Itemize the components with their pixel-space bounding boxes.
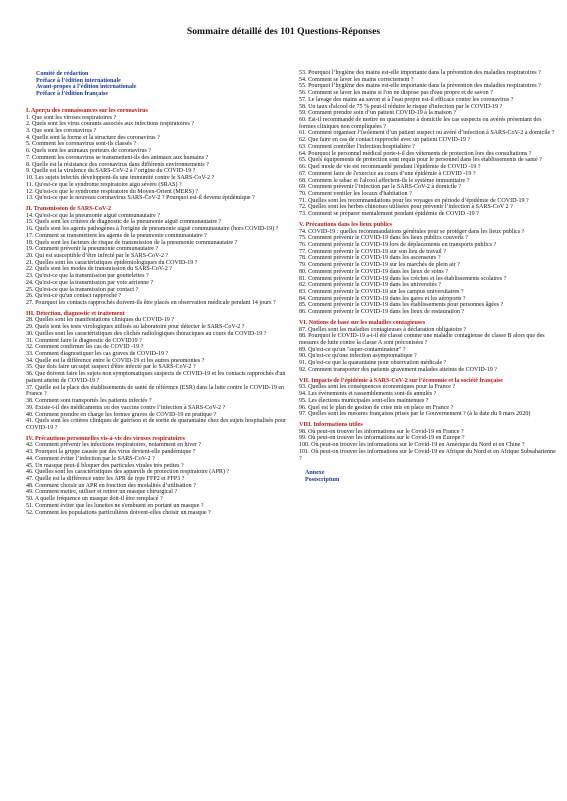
- question-item[interactable]: 35. Que dois faire un sujet suspect d'être infecté par le SARS-CoV-2 ?: [26, 364, 196, 371]
- question-item[interactable]: 96. Quel est le plan de gestion de crise mis en place en France ?: [299, 404, 454, 411]
- question-item[interactable]: 82. Comment prévenir le COVID-19 dans les universités ?: [299, 282, 441, 289]
- question-item[interactable]: 30. Quelles sont les caractéristiques des clichés radiologiques thoraciques au cours du COVID-19 ?: [26, 330, 267, 337]
- question-item[interactable]: 9. Quelle est la virulence du SARS-CoV-2 à l’origine du COVID-19 ?: [26, 168, 196, 175]
- section: [26, 108, 288, 202]
- section: [26, 436, 288, 517]
- question-item[interactable]: 62. Que faire en cas de contact rapproché avec un patient COVID-19 ?: [299, 137, 471, 144]
- question-item[interactable]: 53. Pourquoi l’hygiène des mains est-elle importante dans la prévention des maladies respiratoires ?: [299, 70, 541, 76]
- question-item[interactable]: 77. Comment prévenir le COVID-19 sur son lieu de travail ?: [299, 248, 446, 255]
- question-item[interactable]: 81. Comment prévenir le COVID-19 dans les crèches et les établissements scolaires ?: [299, 275, 507, 282]
- question-item[interactable]: 74. COVID-19 : quelles recommandations générales pour se protéger dans les lieux publics ?: [299, 228, 525, 235]
- question-item[interactable]: 54. Comment se laver les mains correctement ?: [299, 76, 414, 83]
- question-item[interactable]: 87. Quelles sont les maladies contagieuses à déclaration obligatoire ?: [299, 326, 467, 333]
- section: [299, 222, 557, 316]
- question-item[interactable]: 43. Pourquoi la grippe causée par des virus devient-elle pandémique ?: [26, 449, 196, 456]
- question-item[interactable]: 17. Comment se transmettent les agents de la pneumonie communautaire ?: [26, 232, 207, 239]
- section-title[interactable]: III. Détection, diagnostic et traitement: [26, 310, 125, 317]
- question-item[interactable]: 32. Comment confirmer les cas de COVID -19 ?: [26, 344, 144, 351]
- question-item[interactable]: 85. Comment prévenir le COVID-19 dans les établissements pour personnes âgées ?: [299, 302, 504, 309]
- question-item[interactable]: 86. Comment prévenir le COVID-19 dans les lieux de restauration ?: [299, 309, 465, 316]
- question-item[interactable]: 19. Comment prévenir la pneumonie communautaire ?: [26, 246, 159, 253]
- section: [26, 311, 288, 432]
- right-column: [299, 70, 557, 484]
- question-item[interactable]: 18. Quels sont les facteurs de risque de transmission de la pneumonie communautaire ?: [26, 239, 238, 246]
- question-item[interactable]: 20. Qui est susceptible d’être infecté par le SARS-CoV-2 ?: [26, 252, 169, 259]
- question-item[interactable]: 67. Comment faire de l'exercice au cours d’une épidémie à COVID -19 ?: [299, 170, 476, 177]
- question-item[interactable]: 71. Quelles sont les recommandations pour les voyages en période d’épidémie de COVID-19 ?: [299, 197, 529, 204]
- front-matter-item[interactable]: Comité de rédaction: [36, 71, 89, 77]
- question-item[interactable]: 60. Est-il recommandé de mettre en quarantaine à domicile les cas suspects ou avérés présentant des formes cliniques non compliquées ?: [299, 117, 542, 130]
- question-item[interactable]: 70. Comment ventiler les locaux d'habitation ?: [299, 190, 412, 197]
- question-item[interactable]: 50. A quelle fréquence un masque doit-il être remplacé ?: [26, 496, 163, 503]
- question-item[interactable]: 15. Quels sont les critères de diagnostic de la pneumonie aiguë communautaire ?: [26, 219, 222, 226]
- question-item[interactable]: 55. Pourquoi l’hygiène des mains est-elle importante dans la prévention des maladies respiratoires ?: [299, 83, 541, 90]
- question-item[interactable]: 63. Comment contrôler l'infection hospitalière ?: [299, 143, 415, 150]
- question-item[interactable]: 84. Comment prévenir le COVID-19 dans les gares et les aéroports ?: [299, 295, 466, 302]
- question-item[interactable]: 16. Quels sont les agents pathogènes à l'origine de pneumonie aiguë communautaire (hors COVID-19) ?: [26, 226, 279, 233]
- section: [299, 70, 557, 218]
- question-item[interactable]: 38. Comment sont transportés les patients infectés ?: [26, 398, 152, 405]
- question-item[interactable]: 22. Quels sont les modes de transmission du SARS-CoV-2 ?: [26, 266, 172, 273]
- question-item[interactable]: 68. Comment le tabac et l'alcool affectent-ils le système immunitaire ?: [299, 177, 470, 184]
- section: [299, 378, 557, 418]
- question-item[interactable]: 65. Quels équipements de protection sont requis pour le personnel dans les établissements de santé ?: [299, 157, 542, 164]
- question-item[interactable]: 99. Où peut-on trouver les informations sur le Covid-19 en Europe ?: [299, 435, 465, 442]
- question-item[interactable]: 36. Que doivent faire les sujets non symptomatiques suspects de COVID-19 et les contacts rapprochés d'un patient atteint de COVID-19 ?: [26, 371, 286, 384]
- question-item[interactable]: 66. Quel mode de vie est recommandé pendant l'épidémie de COVID -19 ?: [299, 164, 481, 171]
- question-item[interactable]: 94. Les évènements et rassemblements sont-ils annulés ?: [299, 391, 437, 398]
- question-item[interactable]: 25. Qu'est-ce que la transmission par contact ?: [26, 286, 139, 293]
- question-item[interactable]: 100. Où peut-on trouver les informations sur le Covid-19 en Amérique du Nord et en Chine ?: [299, 442, 525, 449]
- question-item[interactable]: 46. Quelles sont les caractéristiques des appareils de protection respiratoire (APR) ?: [26, 469, 230, 476]
- question-item[interactable]: 49. Comment mettre, utiliser et retirer un masque chirurgical ?: [26, 489, 178, 496]
- section-title[interactable]: V. Précautions dans les lieux publics: [299, 221, 392, 228]
- question-item[interactable]: 95. Les élections municipales sont-elles maintenues ?: [299, 397, 429, 404]
- question-item[interactable]: 58. Un taux d'alcool de 75 % peut-il réduire le risque d'infection par le COVID-19 ?: [299, 103, 503, 110]
- section-title[interactable]: I. Aperçu des connaissances sur les coronavirus: [26, 107, 148, 114]
- section: [299, 422, 557, 462]
- end-matter: [299, 470, 557, 483]
- question-item[interactable]: 11. Qu'est-ce que le syndrome respiratoire aigu sévère (SRAS) ?: [26, 181, 182, 188]
- question-item[interactable]: 73. Comment se préparer mentalement pendant épidémie de COVID -19 ?: [299, 211, 479, 218]
- question-item[interactable]: 42. Comment prévenir les infections respiratoires, notamment en hiver ?: [26, 442, 202, 449]
- question-item[interactable]: 72. Quelles sont les herbes chinoises utilisées pour prévenir l’infection à SARS-CoV 2 ?: [299, 204, 513, 211]
- question-item[interactable]: 24. Qu'est-ce que la transmission par voie aérienne ?: [26, 279, 154, 286]
- question-item[interactable]: 28. Quelles sont les manifestations cliniques du COVID-19 ?: [26, 317, 174, 324]
- section: [299, 320, 557, 374]
- question-item[interactable]: 37. Quelle est la place des établissements de santé de référence (ESR) dans la lutte contre le COVID-19 en France ?: [26, 384, 285, 398]
- section-title[interactable]: VI. Notions de base sur les maladies contagieuses: [299, 319, 426, 326]
- question-item[interactable]: 45. Un masque peut-il bloquer des particules virales très petites ?: [26, 462, 184, 469]
- question-item[interactable]: 7. Comment les coronavirus se transmettent-ils des animaux aux humains ?: [26, 154, 209, 161]
- question-item[interactable]: 64. Pourquoi le personnel médical porte-t-il des vêtements de protection lors des consultations ?: [299, 150, 532, 157]
- question-item[interactable]: 10. Les sujets infectés développent-ils une immunité contre le SARS-CoV-2 ?: [26, 175, 215, 182]
- question-item[interactable]: 44. Comment éviter l’infection par le SARS-CoV-2 ?: [26, 455, 155, 462]
- end-matter-item[interactable]: Postscriptum: [305, 476, 340, 483]
- question-item[interactable]: 78. Comment prévenir le COVID-19 dans les ascenseurs ?: [299, 255, 441, 262]
- section: [26, 206, 288, 307]
- question-item[interactable]: 13. Qu'est-ce que le nouveau coronavirus SARS-CoV-2 ? Pourquoi est-il devenu épidémique ?: [26, 195, 255, 202]
- front-matter-item[interactable]: Préface à l’édition internationale: [36, 77, 121, 84]
- question-item[interactable]: 89. Qu'est-ce qu'un "super-contaminateur" ?: [299, 346, 406, 353]
- question-item[interactable]: 4. Quelle sont la forme et la structure des coronavirus ?: [26, 134, 160, 141]
- end-matter-item[interactable]: Annexe: [305, 470, 325, 477]
- page-title: Sommaire détaillé des 101 Questions-Réponses: [186, 26, 381, 37]
- question-item[interactable]: 56. Comment se laver les mains si l'on ne dispose pas d'eau propre et de savon ?: [299, 90, 493, 97]
- question-item[interactable]: 93. Quelles sont les conséquences économiques pour la France ?: [299, 384, 456, 391]
- section-title[interactable]: II. Transmission de SARS-CoV-2: [26, 205, 112, 212]
- question-item[interactable]: 5. Comment les coronavirus sont-ils classés ?: [26, 141, 137, 148]
- question-item[interactable]: 59. Comment prendre soin d’un patient COVID-19 à la maison ?: [299, 110, 457, 117]
- question-item[interactable]: 41. Quels sont les critères cliniques de guérison et de sortie de quarantaine chez des sujets hospitalisés pour COVID-19 ?: [26, 418, 286, 431]
- question-item[interactable]: 61. Comment organiser l’isolement d’un patient suspect ou avéré d’infection à SARS-CoV-2 à domicile ?: [299, 130, 555, 137]
- question-item[interactable]: 80. Comment prévenir le COVID-19 dans les lieux de soins ?: [299, 268, 448, 275]
- question-item[interactable]: 31. Comment faire le diagnostic de COVID19 ?: [26, 337, 142, 344]
- left-column: [26, 71, 288, 516]
- question-item[interactable]: 76. Comment prévenir le COVID-19 lors de déplacements en transports publics ?: [299, 241, 497, 248]
- question-item[interactable]: 48. Comment choisir un APR en fonction des modalités d’utilisation ?: [26, 482, 196, 489]
- question-item[interactable]: 39. Existe-t-il des médicaments ou des vaccins contre l’infection à SARS-CoV-2 ?: [26, 404, 226, 411]
- question-item[interactable]: 14. Qu'est-ce que la pneumonie aiguë communautaire ?: [26, 212, 161, 219]
- question-item[interactable]: 88. Pourquoi le COVID-19 a-t-il été classé comme une maladie contagieuse de classe B alors que des mesures de lutte contre la classe A sont préconisées ?: [299, 333, 545, 347]
- question-item[interactable]: 98. Où peut-on trouver les informations sur le Covid-19 en France ?: [299, 428, 464, 435]
- front-matter-item[interactable]: Avant-propos à l’édition internationale: [36, 84, 137, 91]
- question-item[interactable]: 83. Comment prévenir le COVID-19 sur les campus universitaires ?: [299, 289, 464, 295]
- question-item[interactable]: 1. Que sont les viroses respiratoires ?: [26, 114, 117, 121]
- question-item[interactable]: 34. Quelle est la différence entre le COVID-19 et les autres pneumonies ?: [26, 357, 205, 364]
- question-item[interactable]: 57. Le lavage des mains au savon et à l'eau propre est-il efficace contre les coronavirus ?: [299, 96, 514, 103]
- question-item[interactable]: 79. Comment prévenir le COVID-19 sur les marchés de plein air ?: [299, 262, 460, 269]
- question-item[interactable]: 40. Comment prendre en charge les formes graves de COVID-19 en pratique ?: [26, 411, 217, 418]
- front-matter: [26, 71, 288, 98]
- question-item[interactable]: 91. Qu'est-ce que la quarantaine pour observation médicale ?: [299, 360, 447, 367]
- question-item[interactable]: 27. Pourquoi les contacts rapprochés doivent-ils être placés en observation médicale pendant 14 jours ?: [26, 300, 276, 306]
- question-item[interactable]: 21. Quelles sont les caractéristiques épidémiologiques du COVID-19 ?: [26, 259, 198, 266]
- question-item[interactable]: 75. Comment prévenir le COVID-19 dans les lieux publics couverts ?: [299, 235, 468, 242]
- question-item[interactable]: 101. Où peut-on trouver les informations sur le Covid-19 en Afrique du Nord et en Afrique Subsaharienne ?: [299, 448, 556, 462]
- front-matter-item[interactable]: Préface à l’édition française: [36, 91, 109, 98]
- question-item[interactable]: 69. Comment prévenir l’infection par le SARS-CoV-2 à domicile ?: [299, 184, 462, 191]
- question-item[interactable]: 2. Quels sont les virus courants associés aux infections respiratoires ?: [26, 121, 195, 128]
- question-item[interactable]: 51. Comment éviter que les lunettes ne s'embuent en portant un masque ?: [26, 502, 204, 509]
- question-item[interactable]: 52. Comment les populations particulières doivent-elles choisir un masque ?: [26, 509, 211, 516]
- question-item[interactable]: 8. Quelle est la résistance des coronavirus dans différents environnements ?: [26, 161, 209, 168]
- section-title[interactable]: VIII. Informations utiles: [299, 421, 363, 428]
- question-item[interactable]: 97. Quelles sont les mesures françaises prises par le Gouvernement ? (à la date du 9 mars 2020): [299, 411, 531, 418]
- section-title[interactable]: IV. Précautions personnelles vis-à-vis des viroses respiratoires: [26, 435, 185, 442]
- question-item[interactable]: 29. Quels sont les tests virologiques utilisés au laboratoire pour détecter le SARS-CoV-2 ?: [26, 324, 245, 331]
- question-item[interactable]: 12. Qu'est-ce que le syndrome respiratoire du Moyen-Orient (MERS) ?: [26, 188, 199, 195]
- question-item[interactable]: 90. Qu'est-ce qu'une infection asymptomatique ?: [299, 353, 417, 360]
- question-item[interactable]: 33. Comment diagnostiquer les cas graves de COVID-19 ?: [26, 351, 169, 358]
- question-item[interactable]: 26. Qu'est-ce qu'un contact rapproché ?: [26, 293, 122, 300]
- question-item[interactable]: 23. Qu'est-ce que la transmission par gouttelettes ?: [26, 273, 149, 280]
- question-item[interactable]: 92. Comment transporter des patients gravement malades atteints de COVID-19 ?: [299, 366, 497, 373]
- question-item[interactable]: 47. Quelle est la différence entre les APR de type FFP2 et FFP3 ?: [26, 475, 185, 482]
- section-title[interactable]: VII. Impacts de l’épidémie à SARS-CoV-2 sur l’économie et la société française: [299, 377, 503, 384]
- question-item[interactable]: 3. Que sont les coronavirus ?: [26, 128, 97, 135]
- question-item[interactable]: 6. Quels sont les animaux porteurs de coronavirus ?: [26, 148, 152, 155]
